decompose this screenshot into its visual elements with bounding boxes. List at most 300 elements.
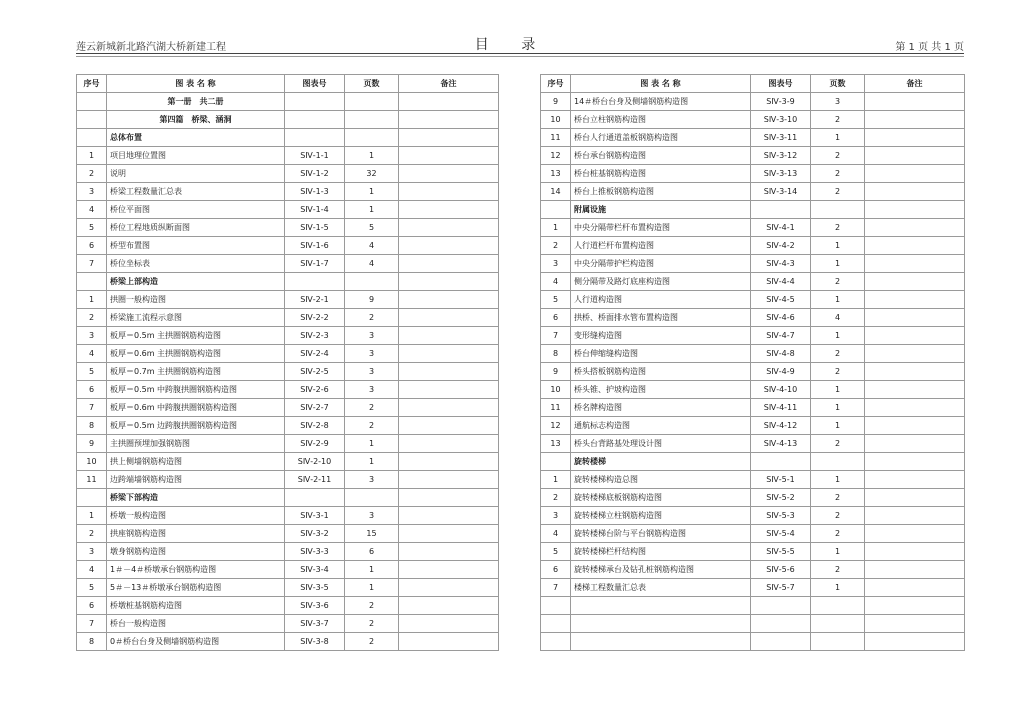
table-row — [541, 507, 965, 525]
remark — [399, 561, 499, 579]
drawing-code: SⅣ-5-1 — [751, 471, 811, 489]
page-count: 1 — [345, 579, 399, 597]
page-count: 2 — [345, 417, 399, 435]
drawing-name: 桥台人行通道盖板钢筋构造图 — [571, 129, 751, 147]
drawing-code — [285, 93, 345, 111]
table-row — [541, 489, 965, 507]
row-number: 11 — [541, 129, 571, 147]
drawing-code: SⅣ-4-4 — [751, 273, 811, 291]
remark — [399, 273, 499, 291]
page-count: 1 — [811, 237, 865, 255]
drawing-code: SⅣ-3-12 — [751, 147, 811, 165]
drawing-code: SⅣ-4-10 — [751, 381, 811, 399]
page-count: 1 — [345, 183, 399, 201]
drawing-code — [285, 129, 345, 147]
page-count: 1 — [811, 129, 865, 147]
table-row — [541, 543, 965, 561]
drawing-code: SⅣ-5-3 — [751, 507, 811, 525]
col-header-code: 图表号 — [285, 75, 345, 93]
page-count: 2 — [811, 219, 865, 237]
row-number: 13 — [541, 165, 571, 183]
page-count: 1 — [811, 255, 865, 273]
drawing-code: SⅣ-4-12 — [751, 417, 811, 435]
table-header-row — [541, 75, 965, 93]
remark — [399, 255, 499, 273]
row-number: 8 — [77, 633, 107, 651]
page-count: 2 — [345, 399, 399, 417]
drawing-name: 桥台承台钢筋构造图 — [571, 147, 751, 165]
drawing-name: 第一册 共二册 — [107, 93, 285, 111]
drawing-code — [751, 201, 811, 219]
row-number: 9 — [77, 435, 107, 453]
table-row — [541, 417, 965, 435]
col-header-name: 图 表 名 称 — [107, 75, 285, 93]
drawing-code: SⅣ-5-7 — [751, 579, 811, 597]
page-count: 2 — [811, 435, 865, 453]
table-row — [77, 183, 499, 201]
drawing-code: SⅣ-3-6 — [285, 597, 345, 615]
table-row — [77, 327, 499, 345]
drawing-name: 桥位工程地质纵断面图 — [107, 219, 285, 237]
drawing-name: 板厚＝0.5m 中跨腹拱圈钢筋构造图 — [107, 381, 285, 399]
remark — [865, 219, 965, 237]
page-count — [345, 93, 399, 111]
page-count: 1 — [345, 147, 399, 165]
row-number: 1 — [77, 291, 107, 309]
drawing-name: 桥台一般构造图 — [107, 615, 285, 633]
drawing-name: 变形缝构造图 — [571, 327, 751, 345]
page-count: 3 — [345, 507, 399, 525]
remark — [865, 147, 965, 165]
page-count: 2 — [811, 183, 865, 201]
row-number: 5 — [77, 363, 107, 381]
row-number: 10 — [541, 111, 571, 129]
drawing-code: SⅣ-1-2 — [285, 165, 345, 183]
drawing-name: 中央分隔带栏杆布置构造图 — [571, 219, 751, 237]
drawing-name: 桥台桩基钢筋构造图 — [571, 165, 751, 183]
row-number: 2 — [541, 489, 571, 507]
header-rule-thin — [76, 56, 964, 57]
drawing-code: SⅣ-2-1 — [285, 291, 345, 309]
row-number: 7 — [541, 327, 571, 345]
drawing-name: 桥梁工程数量汇总表 — [107, 183, 285, 201]
remark — [865, 165, 965, 183]
drawing-name: 板厚＝0.6m 中跨腹拱圈钢筋构造图 — [107, 399, 285, 417]
page-count: 2 — [811, 525, 865, 543]
row-number: 6 — [541, 561, 571, 579]
table-row — [77, 633, 499, 651]
row-number: 12 — [541, 417, 571, 435]
col-header-name: 图 表 名 称 — [571, 75, 751, 93]
remark — [865, 273, 965, 291]
table-row — [77, 165, 499, 183]
remark — [865, 597, 965, 615]
drawing-code — [751, 597, 811, 615]
remark — [865, 507, 965, 525]
table-row — [541, 399, 965, 417]
table-row — [77, 291, 499, 309]
row-number: 13 — [541, 435, 571, 453]
row-number — [77, 111, 107, 129]
drawing-code: SⅣ-4-6 — [751, 309, 811, 327]
drawing-name: 桥台伸缩缝构造图 — [571, 345, 751, 363]
drawing-name: 1＃－4＃桥墩承台钢筋构造图 — [107, 561, 285, 579]
page-count: 2 — [345, 309, 399, 327]
drawing-name: 侧分隔带及路灯底座构造图 — [571, 273, 751, 291]
remark — [399, 417, 499, 435]
drawing-code: SⅣ-3-13 — [751, 165, 811, 183]
remark — [399, 489, 499, 507]
drawing-code: SⅣ-3-1 — [285, 507, 345, 525]
row-number: 2 — [541, 237, 571, 255]
row-number: 7 — [77, 399, 107, 417]
drawing-code — [285, 489, 345, 507]
drawing-name: 说明 — [107, 165, 285, 183]
drawing-code: SⅣ-2-9 — [285, 435, 345, 453]
drawing-code: SⅣ-1-3 — [285, 183, 345, 201]
remark — [399, 219, 499, 237]
remark — [865, 327, 965, 345]
remark — [399, 525, 499, 543]
table-row — [77, 597, 499, 615]
drawing-code: SⅣ-1-1 — [285, 147, 345, 165]
drawing-name: 桥墩一般构造图 — [107, 507, 285, 525]
drawing-name: 附属设施 — [571, 201, 751, 219]
remark — [865, 453, 965, 471]
row-number — [541, 633, 571, 651]
drawing-code: SⅣ-2-2 — [285, 309, 345, 327]
table-header-row — [77, 75, 499, 93]
table-row — [541, 111, 965, 129]
table-row — [541, 147, 965, 165]
page-count: 32 — [345, 165, 399, 183]
remark — [865, 345, 965, 363]
page-count: 1 — [811, 579, 865, 597]
row-number: 4 — [77, 345, 107, 363]
table-row — [541, 291, 965, 309]
drawing-code: SⅣ-3-9 — [751, 93, 811, 111]
row-number: 3 — [77, 327, 107, 345]
remark — [865, 543, 965, 561]
page-count: 2 — [811, 165, 865, 183]
drawing-name: 14＃桥台台身及侧墙钢筋构造图 — [571, 93, 751, 111]
row-number: 3 — [77, 183, 107, 201]
row-number: 10 — [541, 381, 571, 399]
drawing-name: 桥名牌构造图 — [571, 399, 751, 417]
page-count: 2 — [811, 363, 865, 381]
section-row — [541, 453, 965, 471]
remark — [865, 381, 965, 399]
remark — [399, 111, 499, 129]
remark — [865, 525, 965, 543]
row-number: 6 — [541, 309, 571, 327]
page-count: 1 — [345, 453, 399, 471]
row-number — [541, 201, 571, 219]
page-count — [345, 111, 399, 129]
remark — [865, 129, 965, 147]
drawing-name: 第四篇 桥梁、涵洞 — [107, 111, 285, 129]
drawing-name: 桥头台背路基处理设计图 — [571, 435, 751, 453]
row-number: 5 — [541, 543, 571, 561]
remark — [399, 381, 499, 399]
drawing-code: SⅣ-2-6 — [285, 381, 345, 399]
drawing-code: SⅣ-3-3 — [285, 543, 345, 561]
page-count: 3 — [345, 381, 399, 399]
drawing-name: 板厚＝0.6m 主拱圈钢筋构造图 — [107, 345, 285, 363]
table-row — [77, 219, 499, 237]
page-count: 2 — [345, 615, 399, 633]
remark — [865, 237, 965, 255]
col-header-pages: 页数 — [811, 75, 865, 93]
drawing-code: SⅣ-2-4 — [285, 345, 345, 363]
page-count — [345, 273, 399, 291]
table-row — [77, 525, 499, 543]
header-rule — [76, 53, 964, 54]
table-row — [541, 309, 965, 327]
table-row — [541, 255, 965, 273]
table-row — [541, 597, 965, 615]
remark — [399, 345, 499, 363]
drawing-name: 桥位平面图 — [107, 201, 285, 219]
drawing-name: 墩身钢筋构造图 — [107, 543, 285, 561]
section-row — [77, 273, 499, 291]
page-count — [811, 201, 865, 219]
table-row — [77, 417, 499, 435]
table-row — [541, 615, 965, 633]
row-number — [77, 93, 107, 111]
remark — [865, 93, 965, 111]
remark — [865, 489, 965, 507]
drawing-code: SⅣ-4-5 — [751, 291, 811, 309]
drawing-name: 人行道栏杆布置构造图 — [571, 237, 751, 255]
table-row — [77, 507, 499, 525]
page-count: 1 — [811, 543, 865, 561]
drawing-code: SⅣ-5-5 — [751, 543, 811, 561]
row-number — [541, 597, 571, 615]
page-count: 1 — [811, 327, 865, 345]
page-count: 1 — [811, 291, 865, 309]
drawing-code: SⅣ-2-8 — [285, 417, 345, 435]
remark — [399, 435, 499, 453]
row-number: 8 — [541, 345, 571, 363]
remark — [865, 255, 965, 273]
page-count: 2 — [811, 273, 865, 291]
table-row — [77, 615, 499, 633]
drawing-name: 0＃桥台台身及侧墙钢筋构造图 — [107, 633, 285, 651]
remark — [399, 291, 499, 309]
row-number: 1 — [77, 147, 107, 165]
row-number — [541, 615, 571, 633]
table-row — [541, 579, 965, 597]
page-count: 3 — [345, 471, 399, 489]
table-row — [77, 381, 499, 399]
row-number — [77, 129, 107, 147]
drawing-name: 项目地理位置图 — [107, 147, 285, 165]
table-row — [77, 561, 499, 579]
drawing-code: SⅣ-4-7 — [751, 327, 811, 345]
row-number: 5 — [77, 579, 107, 597]
section-row — [77, 489, 499, 507]
drawing-name: 旋转楼梯栏杆结构图 — [571, 543, 751, 561]
table-row — [77, 345, 499, 363]
drawing-code: SⅣ-4-8 — [751, 345, 811, 363]
drawing-name: 主拱圈预埋加强钢筋图 — [107, 435, 285, 453]
drawing-name: 桥头搭板钢筋构造图 — [571, 363, 751, 381]
row-number: 3 — [77, 543, 107, 561]
remark — [399, 543, 499, 561]
drawing-name: 拱上侧墙钢筋构造图 — [107, 453, 285, 471]
page-count: 2 — [811, 147, 865, 165]
drawing-code: SⅣ-3-10 — [751, 111, 811, 129]
table-row — [541, 633, 965, 651]
table-row — [541, 93, 965, 111]
index-table-left — [76, 74, 499, 651]
row-number: 14 — [541, 183, 571, 201]
table-row — [77, 471, 499, 489]
remark — [865, 399, 965, 417]
row-number — [541, 453, 571, 471]
drawing-code: SⅣ-1-7 — [285, 255, 345, 273]
drawing-name: 桥梁下部构造 — [107, 489, 285, 507]
remark — [865, 471, 965, 489]
table-row — [77, 543, 499, 561]
drawing-code: SⅣ-4-3 — [751, 255, 811, 273]
section-row — [77, 129, 499, 147]
row-number: 6 — [77, 381, 107, 399]
drawing-name: 旋转楼梯 — [571, 453, 751, 471]
drawing-code: SⅣ-2-11 — [285, 471, 345, 489]
page-count: 3 — [345, 345, 399, 363]
page-count: 2 — [811, 489, 865, 507]
col-header-note: 备注 — [865, 75, 965, 93]
drawing-name: 桥台立柱钢筋构造图 — [571, 111, 751, 129]
table-row — [77, 363, 499, 381]
drawing-code: SⅣ-3-2 — [285, 525, 345, 543]
drawing-code: SⅣ-5-6 — [751, 561, 811, 579]
row-number: 9 — [541, 93, 571, 111]
remark — [399, 309, 499, 327]
table-row — [77, 309, 499, 327]
page-number: 第 1 页 共 1 页 — [895, 42, 964, 53]
row-number: 4 — [541, 273, 571, 291]
index-table-right — [540, 74, 965, 651]
table-row — [77, 237, 499, 255]
table-row — [541, 219, 965, 237]
remark — [865, 201, 965, 219]
drawing-code: SⅣ-2-10 — [285, 453, 345, 471]
page-count: 4 — [345, 237, 399, 255]
row-number: 4 — [77, 561, 107, 579]
remark — [399, 579, 499, 597]
table-row — [541, 363, 965, 381]
page-count: 2 — [345, 633, 399, 651]
volume-title-row — [77, 93, 499, 111]
drawing-code — [285, 111, 345, 129]
page-count: 1 — [345, 561, 399, 579]
page-count: 2 — [811, 507, 865, 525]
drawing-name: 人行道构造图 — [571, 291, 751, 309]
remark — [865, 309, 965, 327]
table-row — [541, 327, 965, 345]
page-count: 2 — [811, 111, 865, 129]
row-number: 12 — [541, 147, 571, 165]
drawing-name — [571, 615, 751, 633]
remark — [865, 417, 965, 435]
remark — [865, 633, 965, 651]
table-row — [541, 183, 965, 201]
drawing-code: SⅣ-3-14 — [751, 183, 811, 201]
drawing-code — [751, 615, 811, 633]
row-number — [77, 489, 107, 507]
remark — [399, 165, 499, 183]
drawing-name: 桥梁上部构造 — [107, 273, 285, 291]
remark — [399, 363, 499, 381]
remark — [865, 561, 965, 579]
table-row — [77, 255, 499, 273]
drawing-name: 拱圈一般构造图 — [107, 291, 285, 309]
table-row — [77, 147, 499, 165]
row-number: 9 — [541, 363, 571, 381]
table-row — [541, 471, 965, 489]
page-count: 2 — [811, 561, 865, 579]
drawing-name: 总体布置 — [107, 129, 285, 147]
table-row — [541, 129, 965, 147]
row-number: 2 — [77, 165, 107, 183]
page-count: 2 — [345, 597, 399, 615]
page-count: 1 — [811, 399, 865, 417]
row-number: 11 — [541, 399, 571, 417]
row-number: 7 — [541, 579, 571, 597]
page-count: 6 — [345, 543, 399, 561]
table-row — [77, 399, 499, 417]
drawing-name — [571, 597, 751, 615]
page-count: 4 — [345, 255, 399, 273]
drawing-name: 桥梁施工流程示意图 — [107, 309, 285, 327]
table-row — [541, 435, 965, 453]
remark — [399, 327, 499, 345]
drawing-name: 通航标志构造图 — [571, 417, 751, 435]
drawing-code: SⅣ-5-4 — [751, 525, 811, 543]
remark — [399, 471, 499, 489]
drawing-name: 中央分隔带护栏构造图 — [571, 255, 751, 273]
remark — [399, 615, 499, 633]
row-number: 3 — [541, 507, 571, 525]
remark — [399, 129, 499, 147]
remark — [399, 183, 499, 201]
table-row — [77, 435, 499, 453]
page-count — [345, 489, 399, 507]
row-number: 4 — [77, 201, 107, 219]
table-row — [541, 273, 965, 291]
page-count: 3 — [811, 93, 865, 111]
drawing-code — [285, 273, 345, 291]
remark — [399, 507, 499, 525]
row-number: 7 — [77, 255, 107, 273]
page-count: 4 — [811, 309, 865, 327]
row-number: 1 — [541, 471, 571, 489]
drawing-name: 5＃－13＃桥墩承台钢筋构造图 — [107, 579, 285, 597]
page-count — [811, 597, 865, 615]
drawing-code: SⅣ-2-5 — [285, 363, 345, 381]
drawing-name: 桥头锥、护坡构造图 — [571, 381, 751, 399]
remark — [865, 435, 965, 453]
page-count — [811, 615, 865, 633]
table-row — [77, 453, 499, 471]
row-number: 1 — [77, 507, 107, 525]
drawing-name: 拱座钢筋构造图 — [107, 525, 285, 543]
page-title: 目 录 — [474, 37, 550, 53]
row-number: 3 — [541, 255, 571, 273]
